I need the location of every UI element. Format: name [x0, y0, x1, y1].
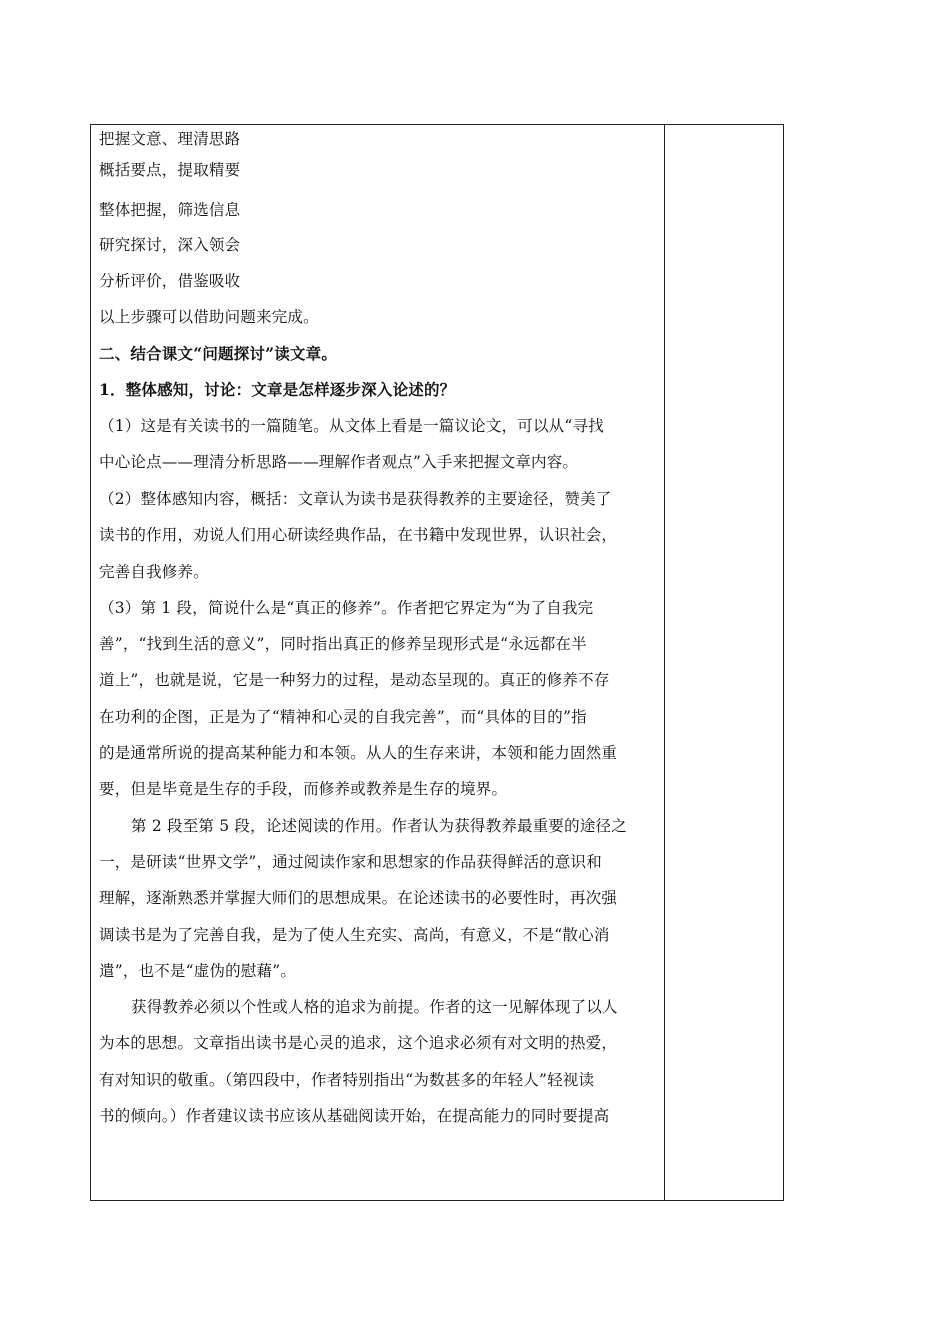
text-line: 读书的作用，劝说人们用心研读经典作品，在书籍中发现世界，认识社会， [99, 526, 618, 544]
text-line: 完善自我修养。 [99, 563, 209, 581]
text-line: （3）第 1 段，简说什么是“真正的修养”。作者把它界定为“为了自我完 [99, 599, 594, 617]
text-line: （1）这是有关读书的一篇随笔。从文体上看是一篇议论文，可以从“寻找 [99, 417, 604, 435]
column-divider [664, 125, 665, 1200]
text-line: 有对知识的敬重。（第四段中，作者特别指出“为数甚多的年轻人”轻视读 [99, 1071, 595, 1089]
text-line: 在功利的企图，正是为了“精神和心灵的自我完善”，而“具体的目的”指 [99, 708, 587, 726]
question-heading: 1．整体感知，讨论：文章是怎样逐步深入论述的？ [99, 380, 456, 399]
text-line: 研究探讨，深入领会 [99, 236, 241, 254]
text-line: 概括要点，提取精要 [99, 161, 241, 179]
side-notes-cell [666, 125, 783, 1200]
text-line: 整体把握，筛选信息 [99, 201, 241, 219]
text-line: 善”，“找到生活的意义”，同时指出真正的修养呈现形式是“永远都在半 [99, 635, 587, 653]
text-line: 理解，逐渐熟悉并掌握大师们的思想成果。在论述读书的必要性时，再次强 [99, 889, 618, 907]
section-heading: 二、结合课文“问题探讨”读文章。 [99, 344, 338, 363]
content-table [90, 124, 784, 1201]
text-line: 以上步骤可以借助问题来完成。 [99, 308, 319, 326]
text-line: 中心论点——理清分析思路——理解作者观点”入手来把握文章内容。 [99, 453, 579, 471]
text-line: （2）整体感知内容，概括：文章认为读书是获得教养的主要途径，赞美了 [99, 490, 612, 508]
text-line: 第 2 段至第 5 段，论述阅读的作用。作者认为获得教养最重要的途径之 [131, 817, 627, 835]
text-line: 为本的思想。文章指出读书是心灵的追求，这个追求必须有对文明的热爱， [99, 1034, 618, 1052]
text-line: 分析评价，借鉴吸收 [99, 272, 241, 290]
text-line: 把握文意、理清思路 [99, 130, 241, 148]
text-line: 道上”，也就是说，它是一种努力的过程，是动态呈现的。真正的修养不存 [99, 671, 610, 689]
text-line: 一，是研读“世界文学”，通过阅读作家和思想家的作品获得鲜活的意识和 [99, 853, 602, 871]
text-line: 的是通常所说的提高某种能力和本领。从人的生存来讲，本领和能力固然重 [99, 744, 618, 762]
text-line: 要，但是毕竟是生存的手段，而修养或教养是生存的境界。 [99, 780, 508, 798]
text-line: 获得教养必须以个性或人格的追求为前提。作者的这一见解体现了以人 [131, 998, 618, 1016]
text-line: 调读书是为了完善自我，是为了使人生充实、高尚，有意义，不是“散心消 [99, 926, 610, 944]
text-line: 书的倾向。）作者建议读书应该从基础阅读开始，在提高能力的同时要提高 [99, 1107, 610, 1125]
text-line: 遣”，也不是“虚伪的慰藉”。 [99, 962, 297, 980]
